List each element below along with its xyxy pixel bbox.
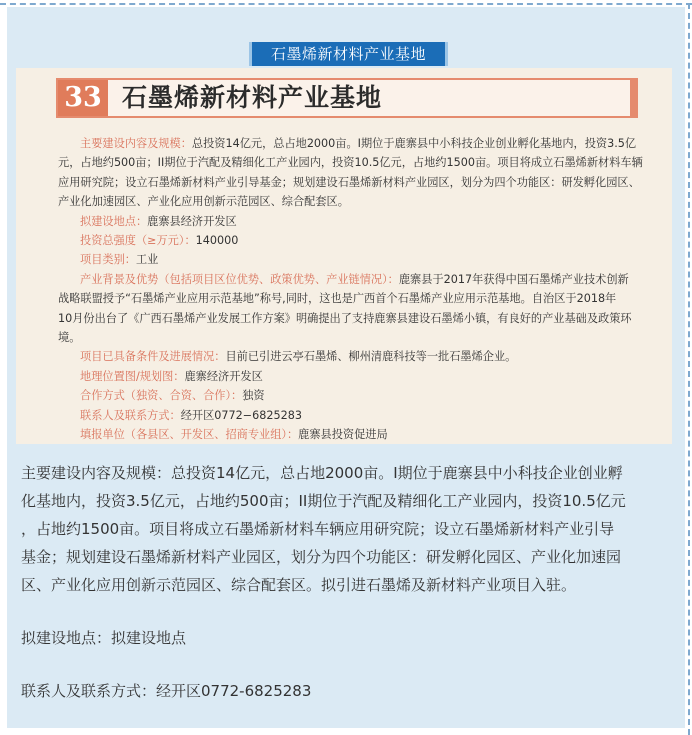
contact-paragraph: 联系人及联系方式：经开区0772-6825283 [21, 682, 312, 700]
doc-line: 战略联盟授予“石墨烯产业应用示范基地”称号,同时，这也是广西首个石墨烯产业应用示范基地。自治区于2018年 [58, 292, 617, 306]
article-text [21, 459, 671, 705]
scale-line: 主要建设内容及规模：总投资14亿元，总占地2000亩。I期位于鹿寨县中小科技企业创业孵 [21, 464, 623, 482]
doc-line: 主要建设内容及规模：总投资14亿元，总占地2000亩。I期位于鹿寨县中小科技企业创业孵化基地内，投资3.5亿 [80, 137, 637, 150]
project-banner [56, 78, 638, 118]
scale-line: 化基地内，投资3.5亿元，占地约500亩；II期位于汽配及精细化工产业园内，投资10.5亿元 [21, 492, 626, 510]
project-number: 33 [58, 80, 108, 116]
document-image [16, 68, 672, 444]
doc-line: 项目类别：工业 [80, 253, 159, 267]
doc-line: 10月份出台了《广西石墨烯产业发展工作方案》明确提出了支持鹿寨县建设石墨烯小镇，有良好的产业基础及政策环 [58, 311, 632, 325]
project-title: 石墨烯新材料产业基地 [122, 83, 383, 112]
right-dashed-border [688, 3, 690, 735]
doc-line: 境。 [58, 331, 81, 345]
doc-line: 应用研究院；设立石墨烯新材料产业引导基金；规划建设石墨烯新材料产业园区，划分为四个功能区：研发孵化园区、 [58, 175, 640, 189]
document-body [58, 134, 648, 445]
doc-line: 产业背景及优势（包括项目区位优势、政策优势、产业链情况）：鹿寨县于2017年获得中国石墨烯产业技术创新 [80, 272, 629, 286]
doc-line: 合作方式（独资、合资、合作）：独资 [80, 389, 265, 403]
doc-line: 地理位置图/规划图：鹿寨经济开发区 [80, 369, 263, 383]
scale-line: 基金；规划建设石墨烯新材料产业园区，划分为四个功能区：研发孵化园区、产业化加速园 [21, 548, 622, 566]
section-title-pill: 石墨烯新材料产业基地 [252, 42, 445, 66]
doc-line: 产业化加速园区、产业化应用创新示范园区、综合配套区。 [58, 195, 349, 209]
doc-line: 投资总强度（≥万元）：140000 [80, 234, 239, 248]
doc-line: 项目已具备条件及进展情况：目前已引进云亭石墨烯、柳州清鹿科技等一批石墨烯企业。 [80, 350, 517, 364]
doc-line: 元，占地约500亩；II期位于汽配及精细化工产业园内，投资10.5亿元，占地约1500亩。项目将成立石墨烯新材料车辆 [58, 156, 643, 170]
doc-line: 拟建设地点：鹿寨县经济开发区 [80, 214, 237, 228]
scale-line: ，占地约1500亩。项目将成立石墨烯新材料车辆应用研究院；设立石墨烯新材料产业引导 [21, 520, 615, 538]
doc-line: 填报单位（各县区、开发区、招商专业组）：鹿寨县投资促进局 [80, 428, 388, 442]
location-paragraph: 拟建设地点：拟建设地点 [21, 629, 187, 647]
doc-line: 联系人及联系方式：经开区0772−6825283 [80, 408, 302, 422]
scale-line: 区、产业化应用创新示范园区、综合配套区。拟引进石墨烯及新材料产业项目入驻。 [21, 576, 577, 594]
